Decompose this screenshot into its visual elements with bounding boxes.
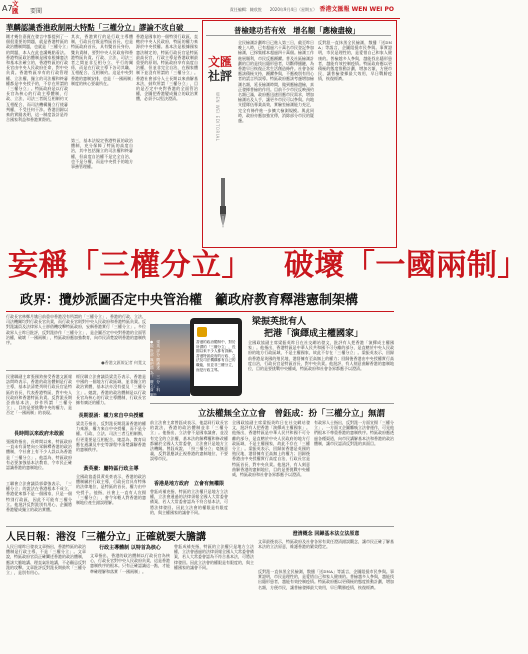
- story-column-a: [6, 374, 72, 526]
- divider: [6, 526, 394, 527]
- fountain-pen-icon: [214, 178, 232, 230]
- editorial-headline: 普檢建功若有效 增名額「應檢盡檢」: [234, 26, 360, 35]
- people-daily-column-1: [6, 544, 86, 650]
- editorial-body: 反對派一直抹黑全民檢測，散播「送DNA」等謠言，企圖阻撓市民參與。事實證明，市民是理性的，是愛惜自己和家人健康的。普檢越多人參與，越能找出隱形患者，越能有效控制疫情。特區政府應以更積極的態度推動計劃，增加名額，方便市民，讓普檢發揮最大效用，早日戰勝疫情，恢復經濟。: [318, 40, 392, 82]
- divider: [6, 31, 198, 32]
- story-body: 文章最後表示，特區政府及社會各界有責任澄清錯誤觀念，讓市民正確了解基本法的立法原意，維護香港的繁榮穩定。: [258, 539, 394, 550]
- article-body: 其次，香港實行的是行政主導體制，行政長官既是特區首長，也是特區政府首長，具有雙首長身份，雙負責制，要對中央人民政府和香港特區負責。行政、立法、司法三者之間並非互相分立、平行的關係，而是在行政主導下各司其職、互相配合、互相制約。這是中央對香港的憲制安排，也是「一國兩制」制度的核心要義所在。: [71, 34, 133, 86]
- story-body: 反對派一直抹黑全民檢測，散播「送DNA」等謠言，企圖阻撓市民參與。事實證明，市民是理性的，是愛惜自己和家人健康的。普檢越多人參與，越能找出隱形患者，越能有效控制疫情。特區政府應以更積極的態度推動計劃，增加名額，方便市民，讓普檢發揮最大效用，早日戰勝疫情，恢復經濟。: [258, 569, 394, 590]
- story-body: 有政界人士指出，反對派一方面宣揚「三權分立」，一方面又企圖癱瘓立法會運作，可見他們根本不尊重香港的憲制秩序。特區政府應透過各種渠道，向市民講解基本法和香港的政治體制，讓市民認清反對派的真面目。: [314, 420, 394, 446]
- divider: [150, 403, 394, 404]
- top-mid-column: [136, 34, 198, 234]
- divider: [6, 370, 146, 371]
- masthead-wenhui: 文匯: [208, 55, 233, 69]
- lower-mid-column-1: [150, 420, 228, 524]
- page-number: A7: [2, 4, 13, 13]
- story-subhead: 長期混淆：權力來自中央授權: [78, 413, 144, 419]
- lede-block: [6, 314, 146, 368]
- main-headline-part2: 破壞「一國兩制」: [283, 248, 528, 283]
- profile-avatar-icon: [197, 327, 207, 337]
- article-body: 第三，基本法規定香港特區的政治體制，充分保障了特區的高度自治，其中包括獨立的司法權和終審權，但高度自治權不是完全自治，也不是分權，而是中央授予的地方事務管理權。: [71, 138, 133, 170]
- story-body: 全國政協副主席梁振英昨日在社交網站發文，批評有人把香港「演繹成主權國家」。他指出，香港特區是中華人民共和國不可分離的部分，是直轄於中央人民政府的地方行政區域，不是主權國家，故此不存在「三權分立」。梁振英表示，回歸前香港是英國的殖民地，港督擁有至高無上的權力；回歸後香港由中央授權實行高度自治，行政長官是特區首長，對中央負責。他批評，有人刻意曲解香港的憲制地位，目的是要挑戰中央權威，特區政府和社會各界都應予以澄清。: [232, 420, 310, 478]
- editorial-body: 全民檢測計劃昨日已進入第三日，截至昨日晚上八時，已有超過六十萬名市民登記參加檢測，已採集樣本超過四十萬個。檢測工作進展順利，市民反應踴躍。普及社區檢測計劃的目的是找出隱形患者，切斷傳播鏈，為香港早日恢復正常生活創造條件。社會各界應該積極支持，踴躍參與，不應被別有用心者的謊言所誤導。特區政府應該考慮增加檢測名額，延長檢測時間，做到應檢盡檢，真正發揮普檢的作用。目前不少市民反映預約名額已滿，政府應迅速回應市民需求，增加檢測站及人手，讓更多市民可以參與。內地支援隊伍專業高效，實驗室檢測能力充足，完全有條件進一步擴大檢測規模。與此同時，政府亦應加強宣傳，消除部分市民的疑慮。: [238, 40, 314, 124]
- people-daily-headline: 人民日報：港沒「三權分立」正確就要大膽講: [6, 532, 206, 543]
- masthead-shelun: 社評: [208, 69, 233, 83]
- lower-mid-headline: 立法權無全立立會 曾鈺成：扮「三權分立」無謂: [198, 409, 386, 419]
- phone-screen-text: 香港的政治體制中，對於所謂的「三權分立」，長期以來不少人都有誤解。香港特區政府的行政、立法及司法機構都有自己的職能，但並非三權分立，而是行政主導。: [196, 340, 236, 372]
- story-body: 民建聯副主席張國鈞接受香港文匯報訪問時表示，香港的政治體制是行政主導，基本法清楚列明行政長官是特區的首長，代表香港特區，對中央人民政府和香港特區負責。反對派長期歪曲基本法，炒作所謂「三權分立」，目的是要挑戰中央的權力，是否定「一國兩制」的表現。: [6, 374, 72, 416]
- top-left-column-1: [6, 34, 68, 234]
- top-left-headline: 華麟認識香港政制兩大特點「三權分立」謬論不攻自破: [6, 23, 184, 32]
- story-subhead: 香港是地方政府 立會有無權限: [153, 481, 224, 487]
- story-body: 文章指出，香港的政治體制以行政長官為核心，行政長官對中央人民政府負責，這是香港憲制秩序的根本。只有正確認識這一點，才能準確理解和落實「一國兩制」。: [90, 553, 170, 574]
- byline: ●香港文匯報記者 何寬文: [101, 360, 146, 365]
- photo-caption: ●梁振英批評部分媒體把港描述為「三權分立」。資料圖片: [150, 340, 161, 397]
- people-daily-column-4: [258, 530, 394, 650]
- story-body: 工聯會立法會議員郭偉強表示，「三權分立」的說法在香港根本不成立，香港從來都不是一個國家，只是一個特別行政區，因此不可能有三權分立。他批評反對派別有用心，企圖將香港變成獨立的政治實體。: [6, 481, 72, 513]
- story-body: 人民日報昨日發表文章指出，香港特區的政治體制是行政主導，不是「三權分立」。文章說，特區政府官員正確闡述香港的政治體制，應該大膽地講、理直氣壯地講，不必顧忌反對派的攻擊。文章批評反對派長期鼓吹「三權分立」，是別有用心。: [6, 544, 86, 576]
- liang-body: 全國政協副主席梁振英昨日在社交網站發文，批評有人把香港「演繹成主權國家」。他指出，香港特區是中華人民共和國不可分離的部分，是直轄於中央人民政府的地方行政區域，不是主權國家，故此不存在「三權分立」。梁振英表示，回歸前香港是英國的殖民地，港督擁有至高無上的權力；回歸後香港由中央授權實行高度自治，行政長官是特區首長，對中央負責。他批評，有人刻意曲解香港的憲制地位，目的是要挑戰中央權威，特區政府和社會各界都應予以澄清。: [248, 340, 394, 372]
- story-body: 前立法會主席曾鈺成表示，他認同行政長官的說法，香港的政治體制並非「三權分立」。他指出，立法會不是國家議會，並沒有完全的立法權，基本法的解釋權和修改權都屬於全國人大常委會，立法會只是地方立法機關。曾鈺成說，「扮三權分立」毫無意義，反對派應該正視香港的憲制地位，不要誤導市民。: [150, 420, 228, 462]
- main-headline: [8, 244, 528, 290]
- main-headline-part1: 妄稱「三權分立」: [8, 248, 252, 283]
- divider: [6, 311, 394, 312]
- header-meta: [230, 4, 394, 13]
- paper-name: 香港文匯報 WEN WEI PO: [319, 6, 394, 13]
- editorial-column-2: [318, 40, 392, 240]
- story-subhead: 行政主導體制 以特首為核心: [99, 545, 161, 551]
- paper-logo: [12, 1, 26, 16]
- article-body: 香港是國家的一個特別行政區，直轄於中央人民政府，特區的權力來源於中央授權。基本法是根據國家憲法制定的，特區行政長官是特區最高長官，行政主導是香港政制最重要的原則。特區政府享有高度自治權，但並非完全自治，在國家體制下並沒有所謂的「三權分立」。香港社會部分人士長期以來曲解基本法，鼓吹所謂「三權分立」，目的是否定中央對香港的全面管治權，企圖把香港變成獨立的政治實體，必須予以堅決澄清。: [136, 34, 198, 102]
- edition-meta: 責任編輯：陳欣悅 2020年9月4日（星期五）: [229, 7, 317, 12]
- page-header: [0, 0, 400, 19]
- liang-story: [248, 340, 394, 398]
- story-body: 曾鈺成補充指，特區的立法權只是地方立法權，立法會通過的法律須報全國人大常委會備案，若人大常委會認為不符合基本法，可將法律發回。因此立法會的權限是有限度的，與主權國家的議會不同。: [150, 489, 228, 515]
- story-body: 曾鈺成補充指，特區的立法權只是地方立法權，立法會通過的法律須報全國人大常委會備案，若人大常委會認為不符合基本法，可將法律發回。因此立法會的權限是有限度的，與主權國家的議會不同。: [174, 544, 254, 570]
- liang-headline-2: 把港「演繹成主權國家」: [264, 329, 364, 339]
- lower-right-column: [314, 420, 394, 524]
- divider: [206, 35, 391, 36]
- story-body: 梁美芬指出，反對派長期混淆香港的權力來源，權力來自中央授權，而不是分權。行政、立法、司法三者互相制衡，但更重要是互相配合。她認為，教育局應在通識及中史等課程中清楚講解香港的憲制秩序。: [76, 421, 146, 453]
- liang-headline-1: 梁振英批有人: [252, 317, 307, 327]
- people-daily-column-2: [90, 544, 170, 650]
- top-left-column-2: [71, 34, 133, 234]
- section-title: 要聞: [30, 8, 43, 15]
- lower-mid-column-2: [232, 420, 310, 524]
- story-body: 張國鈞指出，長時間以來，特區政府一直未有清楚向公眾解釋香港的政治體制，令社會上有不少人誤以為香港是「三權分立」。他認為，特區政府有必要加強基本法教育，令市民正確認識香港的憲制地位。: [6, 439, 72, 471]
- story-subhead: 黃英豪：屬特區行政主導: [83, 466, 139, 472]
- editorial-masthead: [208, 56, 234, 83]
- editorial-column-1: [238, 40, 314, 240]
- logo-char-2: 匯: [12, 7, 19, 15]
- story-body: 經民聯立法會議員梁美芬表示，香港是中國的一個地方行政區域，並非獨立的政治實體，基本法亦沒有提及「三權分立」。她說，香港的政治體制是以行政長官為核心的行政主導體制，行政長官擁有廣泛的權力。: [76, 374, 146, 406]
- story-body: 全國政協委員黃英豪表示，香港的政治體制屬於行政主導，行政長官具有特殊的法律地位，是特區的首長，權力由中央授予。他指，社會上一直有人宣揚「三權分立」，會令年輕人對香港的憲制地位產生錯誤理解。: [76, 474, 146, 506]
- sub-headline: 政界：攬炒派圖否定中央管治權 籲政府教育釋港憲制架構: [20, 293, 359, 308]
- story-column-b: [76, 374, 146, 526]
- article-body: 剛才幾位嘉賓在發言中都提到了一個很重要的問題，就是香港特區的政治體制問題，也就是「三權分立」的問題，本人在此也講幾點看法。香港特區政治體制是國家根據憲法和基本法確立的，香港特區的行政長官由中央人民政府任命，對中央負責。香港特區享有的行政管理權、立法權、獨立的司法權和終審權都是中央授予的，不存在所謂的「三權分立」。特區政府是以行政長官為核心的行政主導體制，行政、立法、司法三者既互相制約又互相配合，而司法機構獨立行使審判權，不受任何干涉。香港回歸以來的實踐表明，這一制度設計是符合國家利益和香港實際的。: [6, 34, 68, 123]
- editorial-vertical-label: WEN WEI EDITORIAL: [215, 92, 220, 142]
- logo-char-1: 文: [12, 0, 19, 8]
- lede-body: 行政長官林鄭月娥日前重申香港沒有所謂的「三權分立」，香港的行政、立法、司法機關均對行政長官負責，而行政長官則對中央人民政府和香港特區負責。反對派議員及法律界人士卻借機攻擊特區政府，妄稱香港實行「三權分立」。多位政界人士昨日批評，反對派炒作「三權分立」，是企圖否定中央對香港的全面管治權，破壞「一國兩制」，特區政府應加強教育，向市民清楚說明香港的憲制秩序。: [6, 314, 146, 346]
- story-subhead: 澄清概念 回歸基本法立法原意: [292, 531, 360, 537]
- people-daily-column-3: [174, 544, 254, 650]
- story-subhead: 長時間以來政府未敢說: [13, 431, 64, 437]
